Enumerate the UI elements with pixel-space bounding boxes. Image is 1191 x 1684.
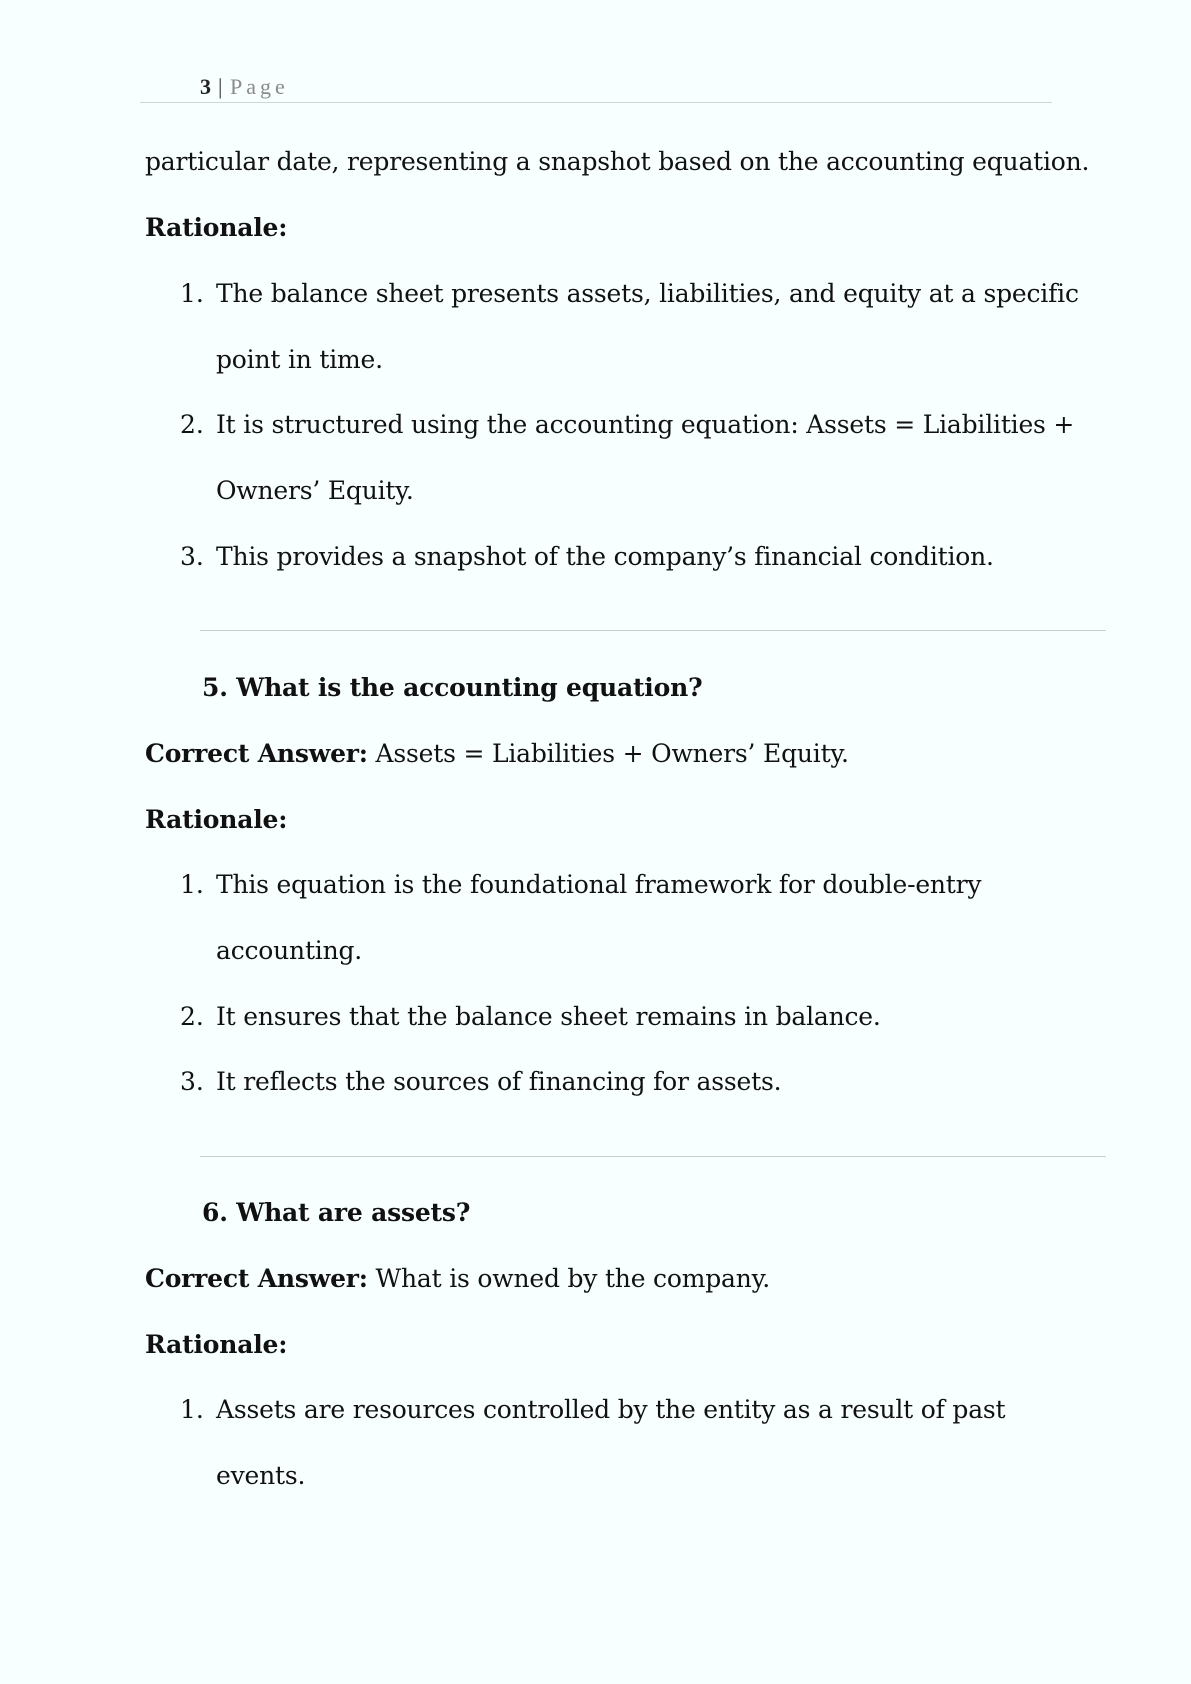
q5-item-1-line-2: accounting.: [216, 936, 363, 965]
q4-item-2-line-2: Owners’ Equity.: [216, 476, 414, 505]
page-label: Page: [230, 74, 289, 99]
q5-answer-label: Correct Answer:: [145, 739, 368, 768]
q6-answer-text: What is owned by the company.: [367, 1264, 770, 1293]
page-header: [140, 68, 1052, 103]
q6-item-1-number: 1.: [180, 1395, 204, 1424]
q5-rationale-label: Rationale:: [145, 805, 288, 834]
q6-answer-label: Correct Answer:: [145, 1264, 368, 1293]
q4-item-2-line-1: It is structured using the accounting equation: Assets = Liabilities +: [216, 410, 1075, 439]
q4-item-1-line-1: The balance sheet presents assets, liabilities, and equity at a specific: [216, 279, 1079, 308]
section-divider: [200, 630, 1106, 631]
q4-rationale-label: Rationale:: [145, 213, 288, 242]
q5-item-2-line-1: It ensures that the balance sheet remains in balance.: [216, 1002, 881, 1031]
page-number: 3: [200, 74, 211, 99]
intro-line: particular date, representing a snapshot based on the accounting equation.: [145, 147, 1090, 176]
q5-question: 5. What is the accounting equation?: [202, 673, 703, 702]
q5-item-2-number: 2.: [180, 1002, 204, 1031]
q4-item-2-number: 2.: [180, 410, 204, 439]
q6-rationale-label: Rationale:: [145, 1330, 288, 1359]
q5-item-3-number: 3.: [180, 1067, 204, 1096]
q6-answer: [145, 1263, 770, 1295]
section-divider: [200, 1156, 1106, 1157]
q5-item-1-line-1: This equation is the foundational framework for double-entry: [216, 870, 982, 899]
q4-item-3-line-1: This provides a snapshot of the company’s financial condition.: [216, 542, 994, 571]
q6-item-1-line-1: Assets are resources controlled by the entity as a result of past: [216, 1395, 1006, 1424]
q4-item-1-line-2: point in time.: [216, 345, 383, 374]
q5-answer-text: Assets = Liabilities + Owners’ Equity.: [367, 739, 849, 768]
q6-item-1-line-2: events.: [216, 1461, 306, 1490]
q5-item-3-line-1: It reflects the sources of financing for assets.: [216, 1067, 782, 1096]
q6-question: 6. What are assets?: [202, 1198, 471, 1227]
q4-item-1-number: 1.: [180, 279, 204, 308]
page-separator: |: [218, 74, 223, 99]
q5-item-1-number: 1.: [180, 870, 204, 899]
q4-item-3-number: 3.: [180, 542, 204, 571]
q5-answer: [145, 738, 849, 770]
